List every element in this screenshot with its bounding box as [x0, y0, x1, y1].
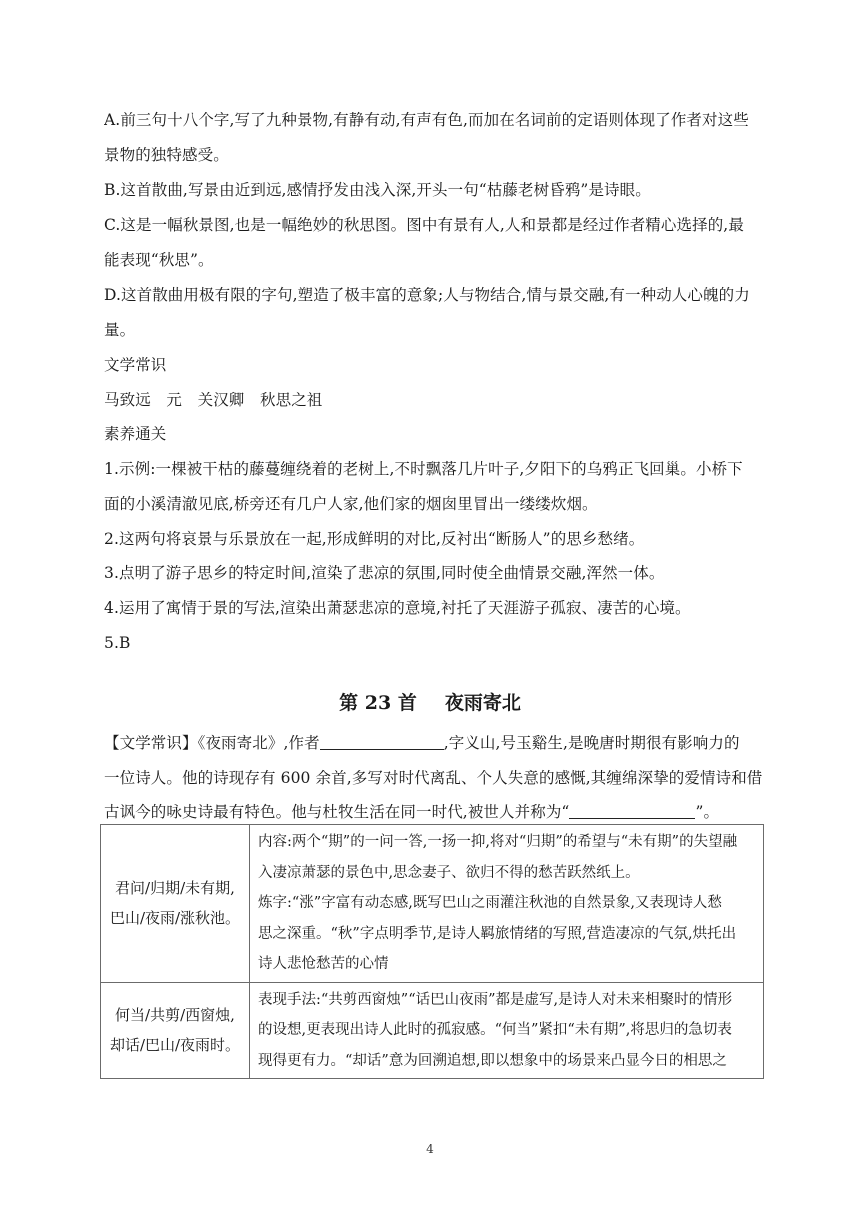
option-b: B.这首散曲,写景由近到远,感情抒发由浅入深,开头一句“枯藤老树昏鸦”是诗眼。: [104, 181, 651, 199]
intro-line-2: 一位诗人。他的诗现存有 600 余首,多写对时代离乱、个人失意的感慨,其缠绵深挚的爱情诗和借: [104, 769, 763, 787]
intro-line-1-suffix: ,字义山,号玉谿生,是晚唐时期很有影响力的: [443, 734, 740, 752]
literary-knowledge-heading: 文学常识: [104, 356, 167, 374]
intro-line-1: [104, 733, 764, 753]
table-cell-analysis: [250, 982, 764, 1079]
option-a-line-1: A.前三句十八个字,写了九种景物,有静有动,有声有色,而加在名词前的定语则体现了作者对这些: [104, 111, 749, 129]
analysis-line: 诗人悲怆愁苦的心情: [258, 956, 389, 972]
intro-line-3: [104, 802, 764, 822]
analysis-line: 内容:两个“期”的一问一答,一扬一抑,将对“归期”的希望与“未有期”的失望融: [258, 834, 738, 850]
answer-4: 4.运用了寓情于景的写法,渲染出萧瑟悲凉的意境,衬托了天涯游子孤寂、凄苦的心境。: [104, 599, 691, 617]
table-cell-verse: [101, 825, 250, 983]
intro-line-3-suffix: ”。: [695, 803, 720, 821]
literary-knowledge-answer: 马致远 元 关汉卿 秋思之祖: [104, 391, 323, 409]
analysis-line: 表现手法:“共剪西窗烛”“话巴山夜雨”都是虚写,是诗人对未来相聚时的情形: [258, 991, 733, 1008]
author-blank: [320, 733, 444, 750]
analysis-line: 入凄凉萧瑟的景色中,思念妻子、欲归不得的愁苦跃然纸上。: [258, 864, 640, 881]
verse-line: 君问/归期/未有期,: [115, 879, 235, 898]
answer-5: 5.B: [104, 634, 131, 652]
table-cell-verse: [101, 982, 250, 1079]
option-a-line-2: 景物的独特感受。: [104, 146, 229, 164]
analysis-line: 的设想,更表现出诗人此时的孤寂感。“何当”紧扣“未有期”,将思归的急切表: [258, 1022, 732, 1038]
analysis-line: 现得更有力。“却话”意为回溯追想,即以想象中的场景来凸显今日的相思之: [258, 1052, 727, 1069]
intro-line-1-prefix: 【文学常识】《夜雨寄北》,作者: [104, 734, 320, 752]
table-cell-analysis: [250, 825, 764, 983]
option-d-line-2: 量。: [104, 321, 136, 339]
verse-line: 却话/巴山/夜雨时。: [109, 1036, 241, 1055]
poem-heading: [0, 690, 860, 716]
table-row: [101, 982, 764, 1079]
analysis-line: 炼字:“涨”字富有动态感,既写巴山之雨灌注秋池的自然景象,又表现诗人愁: [258, 895, 722, 911]
table-row: [101, 825, 764, 983]
poem-title: 夜雨寄北: [444, 692, 521, 714]
answer-3: 3.点明了游子思乡的特定时间,渲染了悲凉的氛围,同时使全曲情景交融,浑然一体。: [104, 564, 665, 582]
practice-heading: 素养通关: [104, 425, 167, 443]
option-c-line-1: C.这是一幅秋景图,也是一幅绝妙的秋思图。图中有景有人,人和景都是经过作者精心选择的,最: [104, 216, 744, 234]
poem-number: 第 23 首: [339, 692, 417, 714]
page-number: 4: [426, 1142, 434, 1156]
option-d-line-1: D.这首散曲用极有限的字句,塑造了极丰富的意象;人与物结合,情与景交融,有一种动人心魄的力: [104, 286, 750, 304]
analysis-line: 思之深重。“秋”字点明季节,是诗人羁旅情绪的写照,营造凄凉的气氛,烘托出: [258, 925, 737, 942]
intro-line-3-prefix: 古讽今的咏史诗最有特色。他与杜牧生活在同一时代,被世人并称为“: [104, 803, 570, 821]
answer-1-line-2: 面的小溪清澈见底,桥旁还有几户人家,他们家的烟囱里冒出一缕缕炊烟。: [104, 495, 598, 513]
option-c-line-2: 能表现“秋思”。: [104, 251, 214, 269]
poem-analysis-table: [100, 824, 764, 1079]
verse-line: 巴山/夜雨/涨秋池。: [109, 909, 241, 928]
answer-2: 2.这两句将哀景与乐景放在一起,形成鲜明的对比,反衬出“断肠人”的思乡愁绪。: [104, 530, 645, 548]
answer-1-line-1: 1.示例:一棵被干枯的藤蔓缠绕着的老树上,不时飘落几片叶子,夕阳下的乌鸦正飞回巢。小桥下: [104, 460, 743, 478]
nickname-blank: [569, 802, 695, 819]
verse-line: 何当/共剪/西窗烛,: [115, 1006, 235, 1025]
